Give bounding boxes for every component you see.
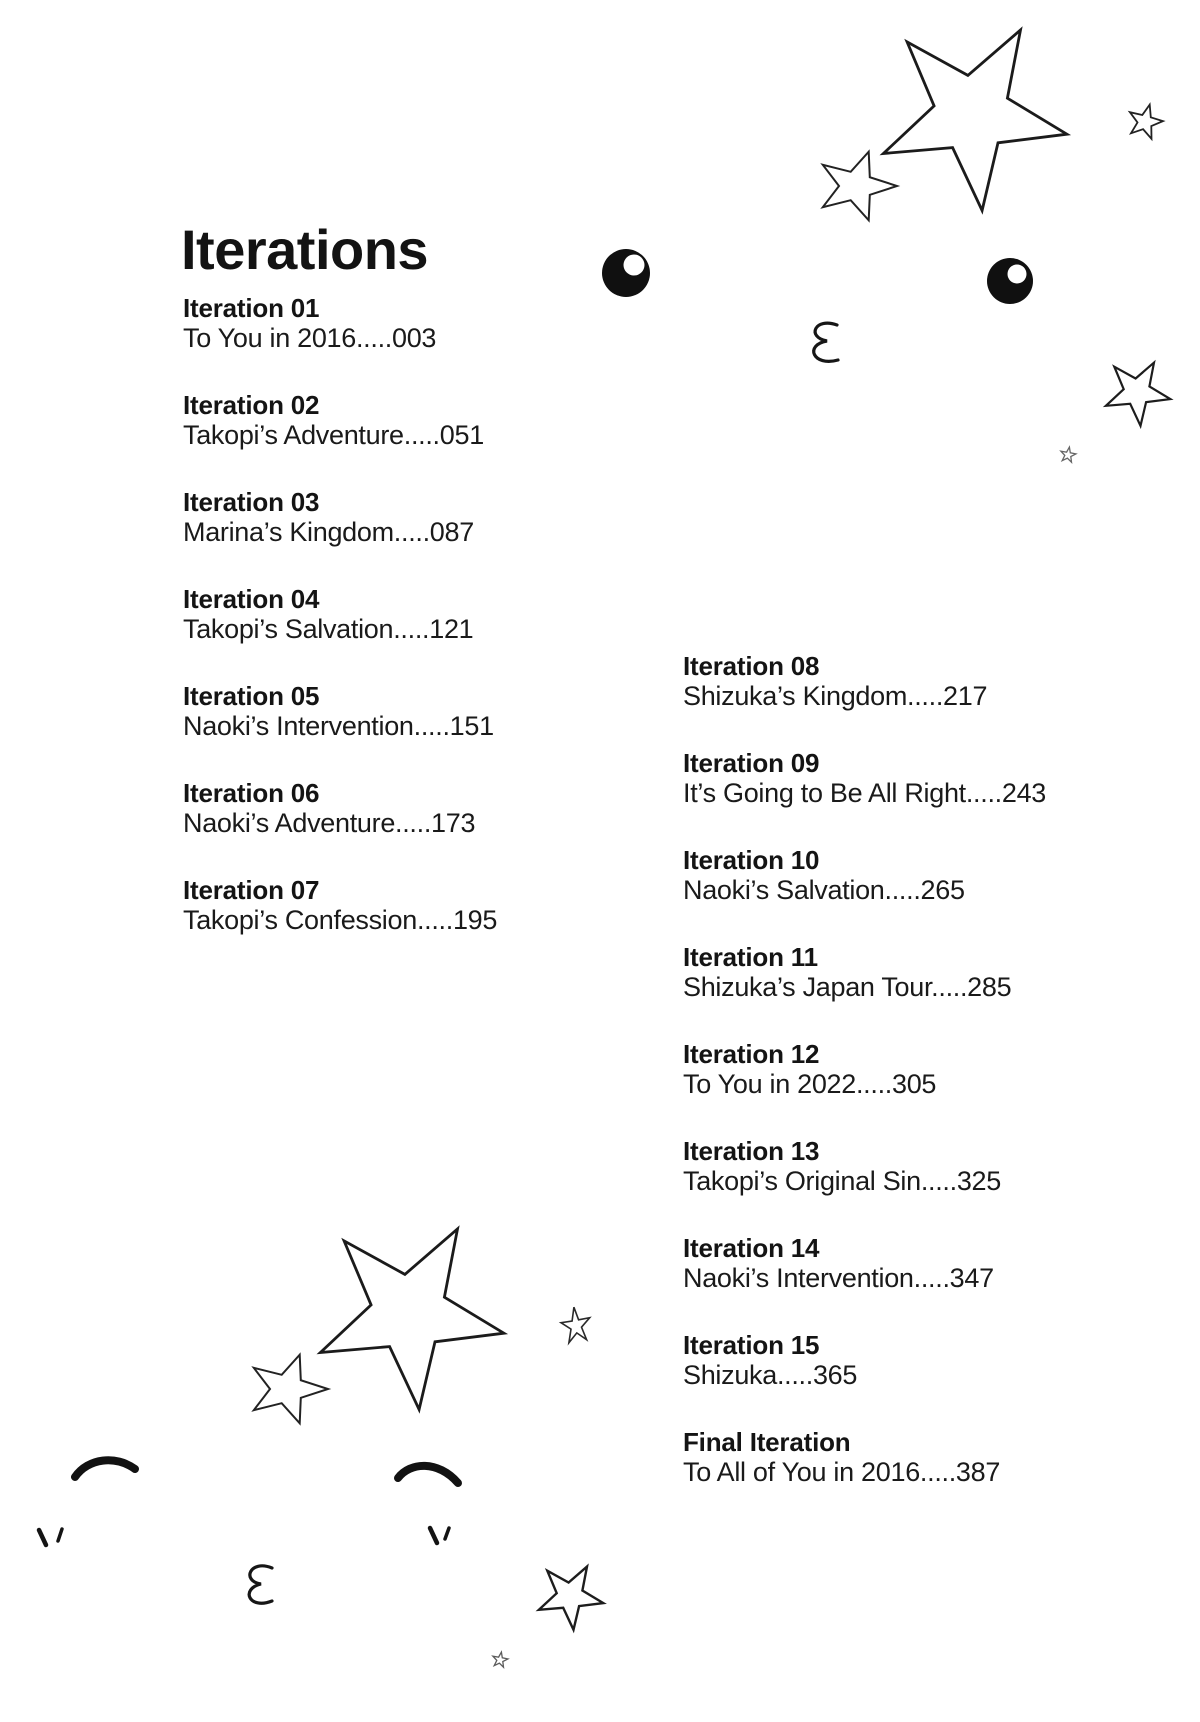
toc-entry-label: Final Iteration bbox=[683, 1427, 851, 1457]
toc-entry-title: Shizuka.....365 bbox=[683, 1360, 858, 1390]
toc-entry-label: Iteration 04 bbox=[183, 584, 320, 614]
toc-entry-title: Takopi’s Confession.....195 bbox=[183, 905, 498, 935]
star-large-top-right-icon bbox=[883, 30, 1067, 211]
sparkle-tiny-right-icon bbox=[1061, 447, 1076, 462]
toc-entry-title: Takopi’s Adventure.....051 bbox=[183, 420, 484, 450]
star-tiny-top-right-icon bbox=[1130, 105, 1163, 139]
closed-eye-left-icon bbox=[75, 1460, 135, 1477]
toc-entry-title: Shizuka’s Kingdom.....217 bbox=[683, 681, 988, 711]
toc-entry-label: Iteration 13 bbox=[683, 1136, 820, 1166]
toc-entry-title: Naoki’s Adventure.....173 bbox=[183, 808, 476, 838]
toc-entry-title: It’s Going to Be All Right.....243 bbox=[683, 778, 1047, 808]
sparkle-tiny-bottom-icon bbox=[493, 1652, 508, 1667]
toc-entry-label: Iteration 14 bbox=[683, 1233, 820, 1263]
page-title: Iterations bbox=[181, 217, 429, 281]
toc-entry-label: Iteration 03 bbox=[183, 487, 320, 517]
toc-entry-label: Iteration 09 bbox=[683, 748, 820, 778]
star-medium-bottom-center-icon bbox=[539, 1567, 603, 1630]
toc-entry-label: Iteration 12 bbox=[683, 1039, 820, 1069]
star-small-top-right-icon bbox=[823, 152, 897, 221]
toc-entry-title: Marina’s Kingdom.....087 bbox=[183, 517, 474, 547]
toc-entry-label: Iteration 15 bbox=[683, 1330, 820, 1360]
star-small-bottom-left-icon bbox=[254, 1355, 328, 1424]
star-large-bottom-left-icon bbox=[320, 1229, 504, 1410]
toc-entry-label: Iteration 08 bbox=[683, 651, 820, 681]
toc-entry-title: To You in 2016.....003 bbox=[183, 323, 437, 353]
toc-entry-label: Iteration 10 bbox=[683, 845, 820, 875]
lash-ticks-right-icon bbox=[430, 1528, 449, 1543]
lash-ticks-left-icon bbox=[39, 1529, 62, 1545]
toc-entry-title: To You in 2022.....305 bbox=[683, 1069, 937, 1099]
toc-entry-title: Shizuka’s Japan Tour.....285 bbox=[683, 972, 1012, 1002]
toc-entry-title: Naoki’s Intervention.....347 bbox=[683, 1263, 994, 1293]
toc-entry-label: Iteration 06 bbox=[183, 778, 320, 808]
star-medium-right-icon bbox=[1106, 363, 1170, 426]
toc-entry-title: Takopi’s Original Sin.....325 bbox=[683, 1166, 1001, 1196]
star-skinny-bottom-center-icon bbox=[561, 1307, 590, 1343]
takopi-mouth-bottom-icon bbox=[249, 1566, 272, 1603]
toc-entry-label: Iteration 07 bbox=[183, 875, 320, 905]
closed-eye-right-icon bbox=[398, 1466, 458, 1483]
toc-entry-label: Iteration 11 bbox=[683, 942, 818, 972]
toc-entry-label: Iteration 01 bbox=[183, 293, 320, 323]
toc-entry-title: Naoki’s Salvation.....265 bbox=[683, 875, 965, 905]
takopi-eye-right-icon bbox=[987, 258, 1033, 304]
toc-entry-title: Naoki’s Intervention.....151 bbox=[183, 711, 494, 741]
takopi-eye-left-icon bbox=[602, 249, 650, 297]
toc-entry-title: To All of You in 2016.....387 bbox=[683, 1457, 1001, 1487]
takopi-mouth-top-icon bbox=[814, 323, 838, 361]
toc-entry-title: Takopi’s Salvation.....121 bbox=[183, 614, 474, 644]
toc-entry-label: Iteration 05 bbox=[183, 681, 320, 711]
toc-entry-label: Iteration 02 bbox=[183, 390, 320, 420]
